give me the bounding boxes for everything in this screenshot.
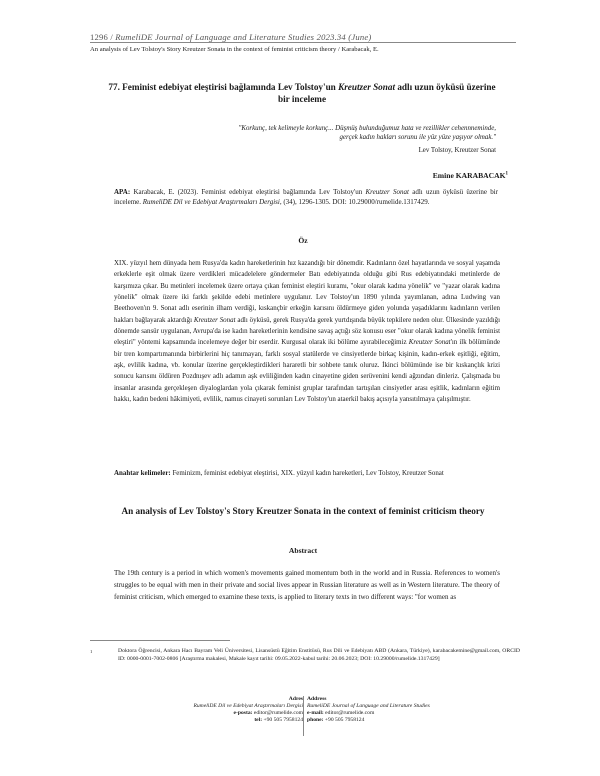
author-name — [300, 171, 508, 180]
keywords-label: Anahtar kelimeler: — [114, 469, 171, 477]
epigraph — [160, 124, 496, 142]
address-tr-phone — [193, 717, 303, 724]
oz-heading: Öz — [298, 236, 308, 245]
address-tr-email-label: e-posta: — [233, 709, 253, 716]
address-tr-label: Adres — [288, 696, 303, 702]
oz-text-1: XIX. yüzyıl hem dünyada hem Rusya'da kadın hareketlerinin hız kazandığı bir dönemdir. Kadınların özel hayatlarında ve sosyal yaşamda erkeklerle eşit olmak üzere verdikleri mücadelelere göndermeler Batı edebiyatında olduğu gibi Rus edebiyatındaki metinlerde de karşımıza çıkar. Bu metinleri incelemek üzere ortaya çıkan feminist eleştiri kuramı, "okur olarak kadına yönelik" ve "yazar olarak kadına yönelik" olmak üzere iki farklı şekilde edebi metinlere uygulanır. Lev Tolstoy'un 1890 yılında yayımlanan, adına Ludwing van Beethoven'ın 9. Sonat adlı eserinin ilham verdiği, kıskançbir erkeğin karısını öldürmeye giden yolunda yaşadıklarını kadınların verilen hakları bağlayarak aktardığı — [114, 259, 500, 324]
address-tr-phone-label: tel: — [254, 716, 263, 723]
keywords — [114, 468, 500, 479]
footnote-mark: 1 — [90, 649, 93, 654]
address-en-phone — [307, 717, 430, 724]
address-en-label: Address — [307, 696, 327, 702]
address-tr-email-value[interactable]: editor@rumelide.com — [252, 709, 303, 716]
abstract-heading: Abstract — [288, 546, 318, 555]
header-rule — [90, 42, 516, 43]
footnote-rule — [90, 640, 230, 641]
apa-text-c: , (34), 1296-1305. DOI: 10.29000/rumelide.1317429. — [279, 198, 430, 207]
apa-label: APA: — [114, 188, 131, 196]
address-tr-email — [193, 710, 303, 717]
title-tr-prefix: 77. Feminist edebiyat eleştirisi bağlamında Lev Tolstoy'un — [108, 82, 339, 92]
apa-italic-b: RumeliDE Dil ve Edebiyat Araştırmaları Dergisi — [142, 198, 280, 207]
journal-name: RumeliDE Journal of Language and Literature Studies 2023.34 (June) — [115, 32, 372, 42]
address-en-journal: RumeliDE Journal of Language and Literature Studies — [307, 702, 430, 709]
epigraph-line-2: gerçek kadın hakları sorunu ile yüz yüze yaşıyor olmak." — [339, 134, 496, 142]
author-text: Emine KARABACAK — [432, 171, 506, 180]
address-en-email-value[interactable]: editor@rumelide.com — [323, 709, 375, 716]
epigraph-source: Lev Tolstoy, Kreutzer Sonat — [418, 147, 496, 154]
epigraph-line-1: "Korkunç, tek kelimeyle korkunç... Düşmüş bulunduğumuz hata ve rezillikler cehennneminde, — [238, 125, 496, 132]
footnote-text: Doktora Öğrencisi, Ankara Hacı Bayram Veli Üniversitesi, Lisansüstü Eğitim Enstitüsü, Rus Dili ve Edebiyatı ABD (Ankara, Türkiye), karabacakemine@gmail.com, ORCID ID: 0000-0001-7002-0806 [Araştırma makalesi, Makale kayıt tarihi: 09.05.2022-kabul tarihi: 20.06.2023; DOI: 10.29000/rumelide.1317429] — [118, 648, 520, 662]
page-number: 1296 — [90, 32, 108, 42]
address-turkish — [193, 696, 303, 724]
address-en-email — [307, 710, 430, 717]
apa-citation — [114, 187, 498, 207]
running-subtitle: An analysis of Lev Tolstoy's Story Kreutzer Sonata in the context of feminist criticism theory / Karabacak, E. — [90, 46, 379, 53]
address-tr-phone-value: +90 505 7958124 — [262, 716, 303, 723]
address-block — [90, 696, 516, 736]
apa-text-a: Karabacak, E. (2023). Feminist edebiyat eleştirisi bağlamında Lev Tolstoy'un — [130, 188, 366, 196]
author-note-mark: 1 — [505, 171, 508, 177]
oz-text-3: 'ın ilk bölümünde bir tren kompartımanında birbirlerini hiç tanımayan, farklı sosyal statülerde ve cinsiyetlerde birkaç kişinin, kadın-erkek eşitliği, eğitim, aşk, evlilik kadına, vb. konular üzerine gerçekleştirdikleri hararetli bir sohbete tanık oluruz. İkinci bölümünde ise bir kıskançlık krizi sonucu karısını öldüren Pozdnışev adlı adamın aşk evliliğinden kadın cinayetine giden serüvenini kendi ağzından dinleriz. Çalışmada bu insanlar arasında gerçekleşen diyaloglardan yola çıkarak feminist gruplar tarafından tartışılan cinsiyetler arası eşitlik, kadınların eğitim hakkı, kadın bedeni hâkimiyeti, evlilik, namus cinayeti sorunları Lev Tolstoy'un ataerkil bakış açısıyla yansıtılmaya çalışılmıştır. — [114, 338, 501, 404]
oz-italic-2: Kreutzer Sonat — [408, 338, 451, 347]
address-en-email-label: e-mail: — [307, 709, 324, 716]
address-tr-journal: RumeliDE Dil ve Edebiyat Araştırmaları Dergisi — [193, 702, 303, 709]
article-title-turkish — [106, 81, 498, 106]
running-head: 1296 / RumeliDE Journal of Language and Literature Studies 2023.34 (June) — [90, 32, 372, 42]
footnote — [90, 648, 520, 663]
oz-paragraph — [114, 258, 500, 405]
article-title-english: An analysis of Lev Tolstoy's Story Kreutzer Sonata in the context of feminist criticism theory — [121, 506, 485, 516]
address-divider — [303, 696, 304, 736]
apa-italic-a: Kreutzer Sonat — [365, 188, 409, 196]
oz-italic-1: Kreutzer Sonat — [193, 315, 236, 324]
abstract-paragraph: The 19th century is a period in which women's movements gained momentum both in the world and in Russia. References to women's struggles to be equal with men in their private and social lives appear in Russian literature as well as in Western literature. The theory of feminist criticism, which emerged to examine these texts, is applied to literary texts in two different ways: "for women as — [114, 569, 500, 601]
address-english — [307, 696, 430, 724]
title-tr-italic: Kreutzer Sonat — [338, 82, 396, 92]
keywords-text: Feminizm, feminist edebiyat eleştirisi, XIX. yüzyıl kadın hareketleri, Lev Tolstoy, Kreutzer Sonat — [170, 469, 444, 477]
oz-text-2: adlı öyküsü, gerek Rusya'da gerek yurtdışında büyük tepkilere neden olur. Ülkesinde yazıldığı dönemde sansür uygulanan, Avrupa'da ise kadın hareketlerinin kendisine savaş açtığı söz konusu eser "okur olarak kadına yönelik feminist eleştiri" yöntemi kapsamında incelemeye değer bir eserdir. Kurgusal olarak iki bölüme ayırabileceğimiz — [114, 315, 500, 347]
address-en-phone-label: phone: — [307, 716, 324, 723]
title-tr-suffix: adlı uzun öyküsü üzerine bir inceleme — [277, 82, 496, 105]
apa-text-b: adlı uzun öyküsü üzerine bir inceleme. — [114, 188, 498, 207]
address-en-phone-value: +90 505 7958124 — [323, 716, 365, 723]
